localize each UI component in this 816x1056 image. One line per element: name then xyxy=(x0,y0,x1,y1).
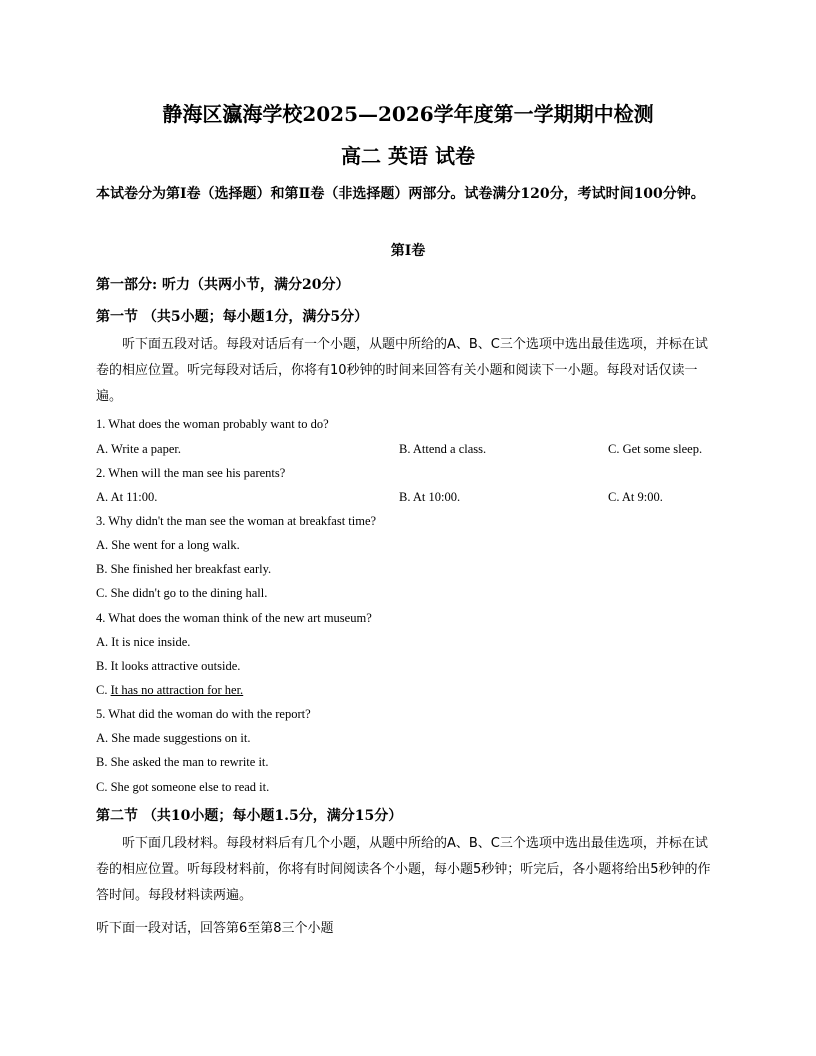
option-c: C. She didn't go to the dining hall. xyxy=(96,586,268,600)
option-b: B. She finished her breakfast early. xyxy=(96,562,272,576)
option-b: B. Attend a class. xyxy=(399,442,487,456)
volume-heading: 第Ⅰ卷 xyxy=(390,243,426,259)
section1-instructions: 听下面五段对话。每段对话后有一个小题，从题中所给的A、B、C三个选项中选出最佳选项，并标在试卷的相应位置。听完每段对话后，你将有10秒钟的时间来回答有关小题和阅读下一小题。每段对话仅读一遍。 xyxy=(96,337,708,404)
exam-title: 静海区瀛海学校2025—2026学年度第一学期期中检测 xyxy=(162,102,654,126)
option-a: A. Write a paper. xyxy=(96,442,181,456)
question-1-options xyxy=(96,442,716,457)
option-a: A. At 11:00. xyxy=(96,490,158,504)
option-b: B. She asked the man to rewrite it. xyxy=(96,755,269,769)
section2-instructions: 听下面几段材料。每段材料后有几个小题，从题中所给的A、B、C三个选项中选出最佳选项，并标在试卷的相应位置。听每段材料前，你将有时间阅读各个小题，每小题5秒钟；听完后，各小题将给出5秒钟的作答时间。每段材料读两遍。 xyxy=(96,836,711,903)
question-1: 1. What does the woman probably want to do? xyxy=(96,417,329,431)
exam-intro: 本试卷分为第Ⅰ卷（选择题）和第Ⅱ卷（非选择题）两部分。试卷满分120分，考试时间100分钟。 xyxy=(96,186,705,202)
option-a: A. It is nice inside. xyxy=(96,635,191,649)
option-c-prefix: C. xyxy=(96,683,111,697)
section1-heading: 第一节 （共5小题；每小题1分，满分5分） xyxy=(96,309,369,325)
option-c xyxy=(96,683,243,698)
option-c: C. She got someone else to read it. xyxy=(96,780,270,794)
option-c-underlined: It has no attraction for her. xyxy=(110,683,244,697)
option-b: B. It looks attractive outside. xyxy=(96,659,241,673)
question-2-options xyxy=(96,490,716,505)
question-3: 3. Why didn't the man see the woman at breakfast time? xyxy=(96,514,377,528)
option-a: A. She went for a long walk. xyxy=(96,538,240,552)
option-c: C. At 9:00. xyxy=(608,490,663,504)
exam-subtitle: 高二 英语 试卷 xyxy=(341,144,475,168)
part-heading: 第一部分: 听力（共两小节，满分20分） xyxy=(96,277,350,293)
option-b: B. At 10:00. xyxy=(399,490,461,504)
question-4: 4. What does the woman think of the new art museum? xyxy=(96,611,372,625)
section2-subheading: 听下面一段对话，回答第6至第8三个小题 xyxy=(96,921,334,936)
question-5: 5. What did the woman do with the report? xyxy=(96,707,311,721)
section2-heading: 第二节 （共10小题；每小题1.5分，满分15分） xyxy=(96,808,403,824)
option-a: A. She made suggestions on it. xyxy=(96,731,251,745)
option-c: C. Get some sleep. xyxy=(608,442,703,456)
question-2: 2. When will the man see his parents? xyxy=(96,466,286,480)
